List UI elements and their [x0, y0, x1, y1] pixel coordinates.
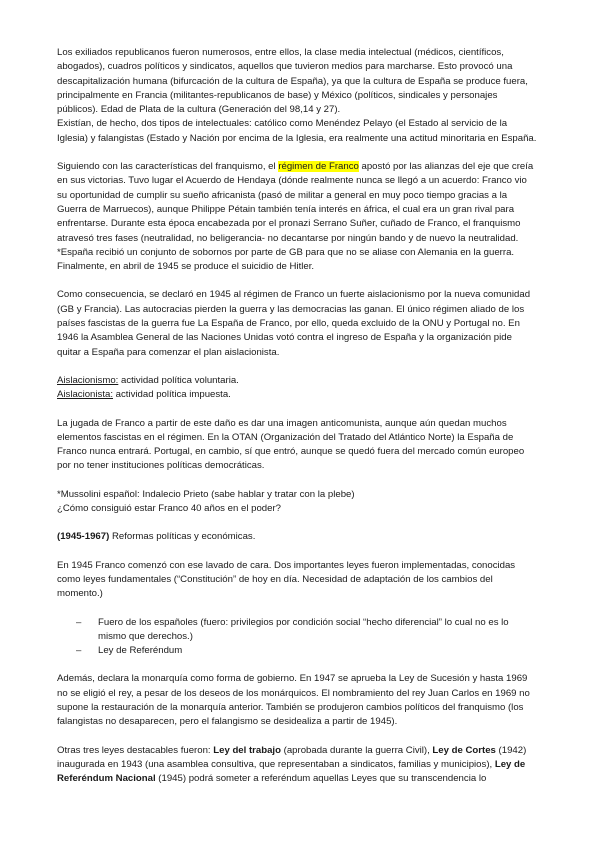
- definition-text: actividad política impuesta.: [113, 389, 231, 401]
- text-run: (aprobada durante la guerra Civil),: [280, 744, 433, 756]
- text-run: apostó por las alianzas del eje que creía en sus victorias. Tuvo lugar el Acuerdo de Hendaya (dónde realmente nunca se llegó a un acuerdo: Franco vio su oportunidad de cumplir su sueño africanista (pasó de militar a general en muy poco tiempo gracias a la Guerra de Marruecos), aunque Philippe Pétain también tenía interés en áfrica, el cual era un gran rival para enfrentarse. Durante esta época encabezada por el pronazi Serrano Suñer, cuñado de Franco, el franquismo atravesó tres fases (neutralidad, no beligerancia- no decantarse por ningún bando y de nuevo la neutralidad. *España recibió un conjunto de sobornos por parte de GB para que no se aliase con Alemania en la guerra.: [57, 161, 534, 258]
- text-run: Siguiendo con las características del franquismo, el: [57, 161, 279, 173]
- paragraph-lavado: En 1945 Franco comenzó con ese lavado de cara. Dos importantes leyes fueron implementadas, conocidas como leyes fundamentales (“Constitución” de hoy en día. Necesidad de adaptación de los cambios del momento.): [57, 559, 516, 600]
- paragraph-exiliados: Los exiliados republicanos fueron numerosos, entre ellos, la clase media intelectual (médicos, científicos, abogados), cuadros políticos y sindicatos, aquellos que tuvieron medios para marcharse. Esto provocó una descapitalización humana (bifurcación de la cultura de España), ya que la cultura de España se produce fuera, principalmente en Francia (militantes-republicanos de base) y México (políticos, sindicales y personajes públicos). Edad de Plata de la cultura (Generación del 98,14 y 27).: [57, 47, 528, 116]
- spacer: [57, 403, 538, 417]
- bold-law: Ley de Referéndum Nacional: [57, 758, 526, 785]
- bold-law: Ley del trabajo: [213, 744, 281, 756]
- definition-term: Aislacionista:: [57, 389, 113, 401]
- list-item: – Ley de Referéndum: [76, 644, 538, 658]
- spacer: [57, 658, 538, 672]
- heading-years: (1945-1967): [57, 531, 110, 543]
- paragraph-caracteristicas: [57, 160, 538, 260]
- heading-title: Reformas políticas y económicas.: [109, 531, 256, 543]
- text-run: (1945) podrá someter a referéndum aquellas Leyes que su transcendencia lo: [155, 773, 487, 785]
- note-mussolini: *Mussolini español: Indalecio Prieto (sabe hablar y tratar con la plebe): [57, 488, 355, 500]
- definition-aislacionismo: [57, 374, 538, 388]
- laws-list: [57, 616, 538, 659]
- list-item: – Fuero de los españoles (fuero: privilegios por condición social “hecho diferencial” lo cual no es lo mismo que derechos.): [76, 616, 538, 645]
- spacer: [57, 474, 538, 488]
- text-run: Otras tres leyes destacables fueron:: [57, 744, 214, 756]
- spacer: [57, 274, 538, 288]
- definition-term: Aislacionismo:: [57, 374, 119, 386]
- paragraph-otras-leyes: [57, 744, 538, 787]
- spacer: [57, 545, 538, 559]
- spacer: [57, 602, 538, 616]
- spacer: [57, 360, 538, 374]
- spacer: [57, 730, 538, 744]
- spacer: [57, 146, 538, 160]
- paragraph-jugada: La jugada de Franco a partir de este daño es dar una imagen anticomunista, aunque aún quedan muchos elementos fascistas en el régimen. En la OTAN (Organización del Tratado del Atlántico Norte) la España de Franco nunca entrará. Portugal, en cambio, sí que entró, aunque se quedó fuera del mercado común europeo por no tener instituciones políticas democráticas.: [57, 417, 525, 472]
- highlighted-text: régimen de Franco: [278, 161, 359, 173]
- definition-text: actividad política voluntaria.: [118, 374, 239, 386]
- bold-law: Ley de Cortes: [432, 744, 496, 756]
- paragraph-hitler: Finalmente, en abril de 1945 se produce el suicidio de Hitler.: [57, 261, 315, 273]
- section-heading: [57, 530, 538, 544]
- paragraph-monarquia: Además, declara la monarquía como forma de gobierno. En 1947 se aprueba la Ley de Sucesión y hasta 1969 no se eligió el rey, a pesar de los deseos de los monárquicos. El nombramiento del rey Juan Carlos en 1969 no supone la restauración de la monarquía anterior. También se produjeron cambios políticos del franquismo (los falangistas no desaparecen, pero el falangismo se desidealiza a partir de 1945).: [57, 673, 530, 728]
- paragraph-aislacionismo: Como consecuencia, se declaró en 1945 al régimen de Franco un fuerte aislacionismo por la nueva comunidad (GB y Francia). Las autocracias pierden la guerra y las democracias las ganan. El único régimen aliado de los países fascistas de la guerra fue La España de Franco, por ello, queda excluido de la ONU y Portugal no. En 1946 la Asamblea General de las Naciones Unidas votó contra el ingreso de España y la organización pide quitar a España para comenzar el plan aislacionista.: [57, 289, 531, 358]
- note-question: ¿Cómo consiguió estar Franco 40 años en el poder?: [57, 503, 281, 515]
- text-run: (1942) inaugurada en 1943 (una asamblea consultiva, que representaban a sindicatos, familias y municipios),: [57, 744, 527, 770]
- paragraph-intelectuales: Existían, de hecho, dos tipos de intelectuales: católico como Menéndez Pelayo (el Estado al servicio de la Iglesia) y falangistas (Estado y Nación por encima de la Iglesia, era realmente una actitud minoritaria en España.: [57, 118, 537, 144]
- definition-aislacionista: [57, 388, 538, 402]
- spacer: [57, 516, 538, 530]
